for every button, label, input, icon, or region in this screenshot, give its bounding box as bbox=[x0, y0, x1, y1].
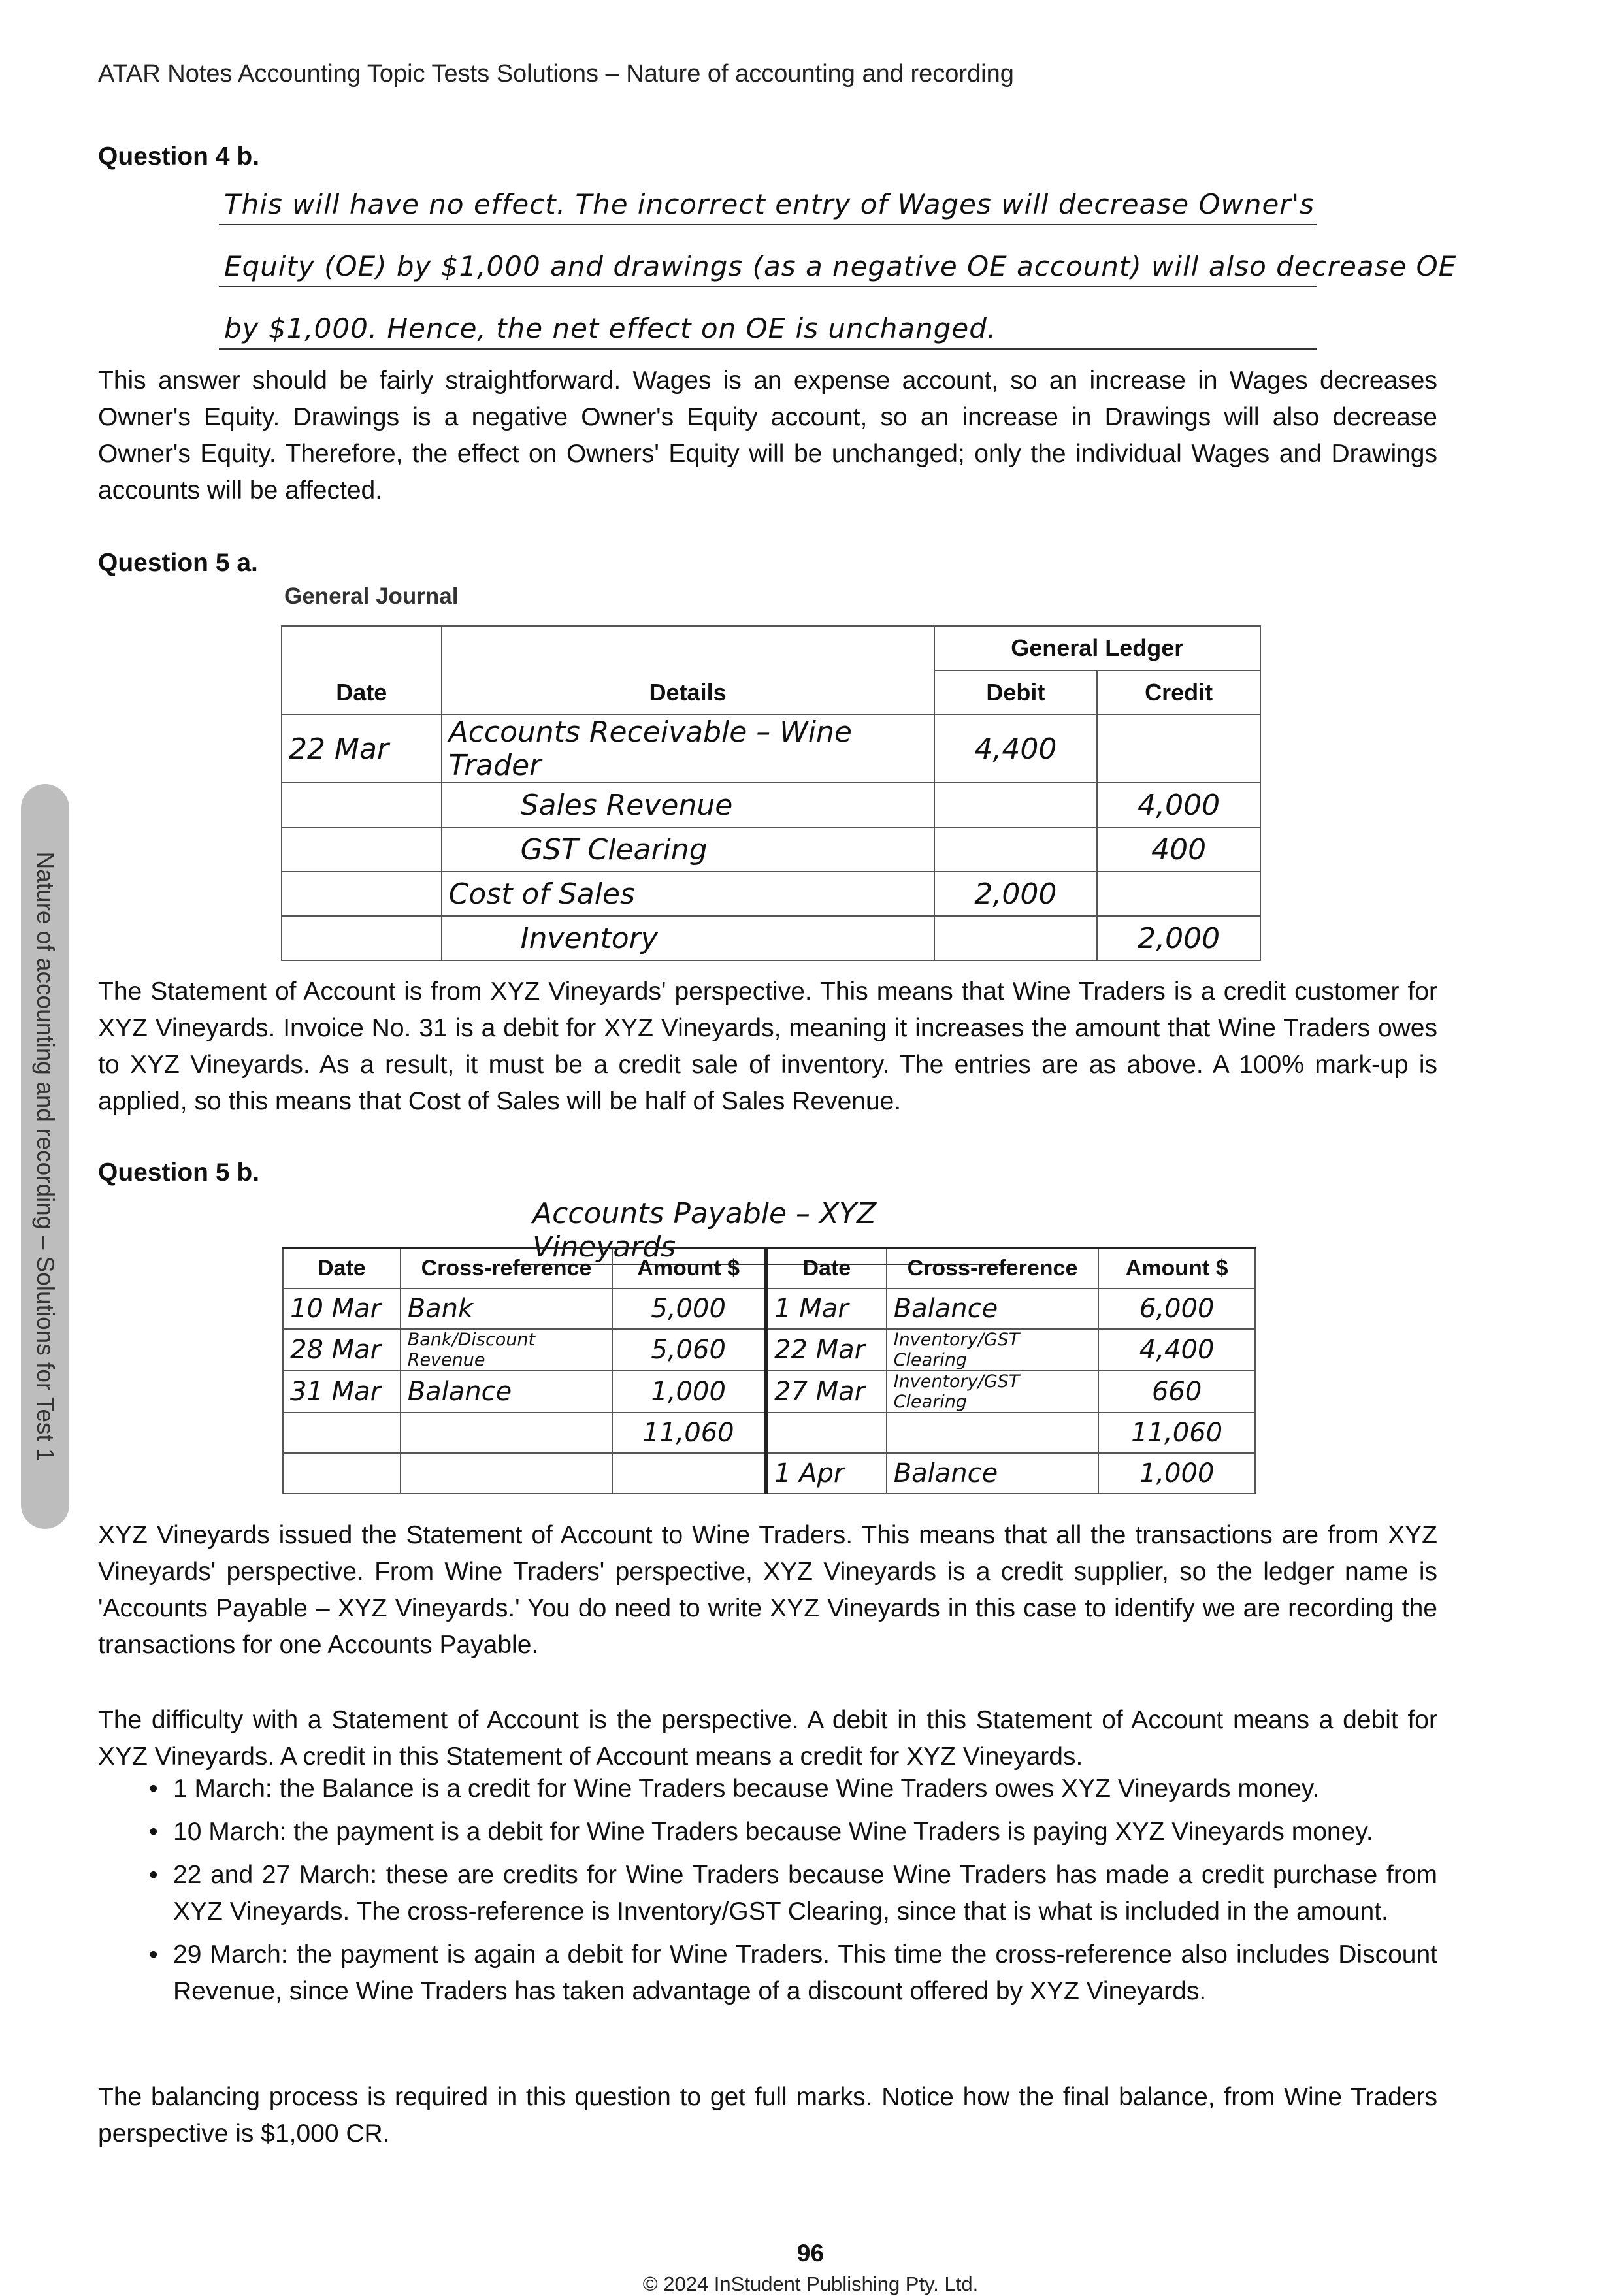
ledger-debit-date bbox=[283, 1413, 401, 1453]
journal-blank-header bbox=[442, 626, 934, 670]
journal-credit-cell: 400 bbox=[1097, 827, 1260, 872]
question-4b-heading: Question 4 b. bbox=[98, 142, 260, 171]
general-ledger-header: General Ledger bbox=[934, 626, 1260, 670]
col-header-amount: Amount $ bbox=[612, 1248, 766, 1288]
ledger-debit-date: 31 Mar bbox=[283, 1371, 401, 1413]
running-head: ATAR Notes Accounting Topic Tests Solutions – Nature of accounting and recording bbox=[98, 60, 1014, 88]
q5b-paragraph-3: The balancing process is required in this question to get full marks. Notice how the final balance, from Wine Traders perspective is $1,000 CR. bbox=[98, 2083, 1437, 2148]
ledger-credit-xref: Inventory/GST Clearing bbox=[887, 1371, 1099, 1413]
general-journal-caption: General Journal bbox=[284, 583, 459, 609]
journal-date-cell bbox=[282, 872, 442, 916]
journal-row bbox=[282, 783, 1260, 827]
q4b-explanation: This answer should be fairly straightforward. Wages is an expense account, so an increase in Wages decreases Owner's Equity. Drawings is a negative Owner's Equity account, so an increase in Drawings will also decrease Owner's Equity. Therefore, the effect on Owners' Equity will be unchanged; only the individual Wages and Drawings accounts will be affected. bbox=[98, 367, 1437, 504]
journal-debit-cell: 4,400 bbox=[934, 715, 1098, 783]
section-side-tab bbox=[21, 784, 69, 1529]
ledger-debit-xref: Bank bbox=[401, 1288, 613, 1329]
col-header-details: Details bbox=[442, 670, 934, 715]
handwritten-line-2: Equity (OE) by $1,000 and drawings (as a negative OE account) will also decrease OE bbox=[219, 225, 1317, 287]
col-header-xref: Cross-reference bbox=[887, 1248, 1099, 1288]
ledger-credit-amount: 11,060 bbox=[1098, 1413, 1255, 1453]
q5a-explanation: The Statement of Account is from XYZ Vineyards' perspective. This means that Wine Traders is a credit customer for XYZ Vineyards. Invoice No. 31 is a debit for XYZ Vineyards, meaning it increases the amount that Wine Traders owes to XYZ Vineyards. As a result, it must be a credit sale of inventory. The entries are as above. A 100% mark-up is applied, so this means that Cost of Sales will be half of Sales Revenue. bbox=[98, 977, 1437, 1115]
handwritten-line-1: This will have no effect. The incorrect entry of Wages will decrease Owner's bbox=[219, 163, 1317, 225]
page-number: 96 bbox=[796, 2240, 825, 2267]
journal-row bbox=[282, 916, 1260, 960]
ledger-credit-date: 1 Mar bbox=[766, 1288, 887, 1329]
ledger-credit-xref bbox=[887, 1413, 1099, 1453]
ledger-credit-xref: Inventory/GST Clearing bbox=[887, 1329, 1099, 1371]
ledger-credit-xref: Balance bbox=[887, 1288, 1099, 1329]
journal-details-cell: Inventory bbox=[442, 916, 934, 960]
journal-debit-cell bbox=[934, 827, 1098, 872]
ledger-debit-amount: 5,060 bbox=[612, 1329, 766, 1371]
col-header-debit: Debit bbox=[934, 670, 1098, 715]
accounts-payable-ledger bbox=[282, 1247, 1256, 1494]
col-header-date: Date bbox=[282, 670, 442, 715]
journal-debit-cell bbox=[934, 916, 1098, 960]
journal-blank-header bbox=[282, 626, 442, 670]
journal-debit-cell bbox=[934, 783, 1098, 827]
col-header-amount: Amount $ bbox=[1098, 1248, 1255, 1288]
q5b-paragraph-2: The difficulty with a Statement of Account is the perspective. A debit in this Statement of Account means a debit for XYZ Vineyards. A credit in this Statement of Account means a credit for XYZ Vineyards. bbox=[98, 1706, 1437, 1771]
ledger-title: Accounts Payable – XYZ Vineyards bbox=[519, 1197, 1016, 1265]
question-5a-heading: Question 5 a. bbox=[98, 549, 258, 577]
ledger-row bbox=[283, 1453, 1255, 1494]
journal-date-cell: 22 Mar bbox=[282, 715, 442, 783]
journal-credit-cell: 4,000 bbox=[1097, 783, 1260, 827]
ledger-credit-amount: 6,000 bbox=[1098, 1288, 1255, 1329]
question-5b-heading: Question 5 b. bbox=[98, 1158, 260, 1187]
journal-row bbox=[282, 827, 1260, 872]
ledger-debit-xref: Balance bbox=[401, 1371, 613, 1413]
ledger-debit-date: 10 Mar bbox=[283, 1288, 401, 1329]
journal-row bbox=[282, 715, 1260, 783]
ledger-credit-date bbox=[766, 1413, 887, 1453]
journal-date-cell bbox=[282, 827, 442, 872]
bullet-item: • 22 and 27 March: these are credits for Wine Traders because Wine Traders has made a credit purchase from XYZ Vineyards. The cross-reference is Inventory/GST Clearing, since that is what is included in the amount. bbox=[98, 1857, 1437, 1930]
ledger-credit-amount: 4,400 bbox=[1098, 1329, 1255, 1371]
ledger-debit-amount: 11,060 bbox=[612, 1413, 766, 1453]
ledger-debit-xref: Bank/Discount Revenue bbox=[401, 1329, 613, 1371]
col-header-date: Date bbox=[283, 1248, 401, 1288]
ledger-row bbox=[283, 1413, 1255, 1453]
ledger-debit-xref bbox=[401, 1413, 613, 1453]
ledger-debit-amount: 1,000 bbox=[612, 1371, 766, 1413]
ledger-credit-date: 1 Apr bbox=[766, 1453, 887, 1494]
handwritten-line-3: by $1,000. Hence, the net effect on OE is unchanged. bbox=[219, 287, 1317, 350]
q5b-paragraph-1: XYZ Vineyards issued the Statement of Account to Wine Traders. This means that all the transactions are from XYZ Vineyards' perspective. From Wine Traders' perspective, XYZ Vineyards is a credit supplier, so the ledger name is 'Accounts Payable – XYZ Vineyards.' You do need to write XYZ Vineyards in this case to identify we are recording the transactions for one Accounts Payable. bbox=[98, 1521, 1437, 1659]
ledger-credit-amount: 660 bbox=[1098, 1371, 1255, 1413]
ledger-credit-amount: 1,000 bbox=[1098, 1453, 1255, 1494]
journal-credit-cell bbox=[1097, 872, 1260, 916]
ledger-row bbox=[283, 1371, 1255, 1413]
journal-details-cell: Accounts Receivable – Wine Trader bbox=[442, 715, 934, 783]
col-header-date: Date bbox=[766, 1248, 887, 1288]
ledger-debit-xref bbox=[401, 1453, 613, 1494]
general-journal-table bbox=[281, 625, 1261, 961]
journal-row bbox=[282, 872, 1260, 916]
journal-credit-cell: 2,000 bbox=[1097, 916, 1260, 960]
journal-date-cell bbox=[282, 783, 442, 827]
ledger-credit-date: 27 Mar bbox=[766, 1371, 887, 1413]
q5b-bullet-list bbox=[98, 1771, 1437, 2016]
bullet-item: • 1 March: the Balance is a credit for Wine Traders because Wine Traders owes XYZ Vineyards money. bbox=[98, 1771, 1437, 1807]
col-header-xref: Cross-reference bbox=[401, 1248, 613, 1288]
bullet-item: • 29 March: the payment is again a debit for Wine Traders. This time the cross-reference also includes Discount Revenue, since Wine Traders has taken advantage of a discount offered by XYZ Vineyards. bbox=[98, 1937, 1437, 2010]
journal-debit-cell: 2,000 bbox=[934, 872, 1098, 916]
col-header-credit: Credit bbox=[1097, 670, 1260, 715]
journal-date-cell bbox=[282, 916, 442, 960]
ledger-credit-date: 22 Mar bbox=[766, 1329, 887, 1371]
copyright-notice: © 2024 InStudent Publishing Pty. Ltd. bbox=[642, 2272, 979, 2295]
ledger-debit-amount: 5,000 bbox=[612, 1288, 766, 1329]
side-tab-label: Nature of accounting and recording – Solutions for Test 1 bbox=[32, 851, 59, 1462]
ledger-debit-amount bbox=[612, 1453, 766, 1494]
journal-details-cell: Sales Revenue bbox=[442, 783, 934, 827]
ledger-row bbox=[283, 1329, 1255, 1371]
ledger-debit-date: 28 Mar bbox=[283, 1329, 401, 1371]
bullet-item: • 10 March: the payment is a debit for Wine Traders because Wine Traders is paying XYZ Vineyards money. bbox=[98, 1814, 1437, 1850]
journal-credit-cell bbox=[1097, 715, 1260, 783]
ledger-debit-date bbox=[283, 1453, 401, 1494]
ledger-row bbox=[283, 1288, 1255, 1329]
journal-details-cell: GST Clearing bbox=[442, 827, 934, 872]
journal-details-cell: Cost of Sales bbox=[442, 872, 934, 916]
ledger-credit-xref: Balance bbox=[887, 1453, 1099, 1494]
